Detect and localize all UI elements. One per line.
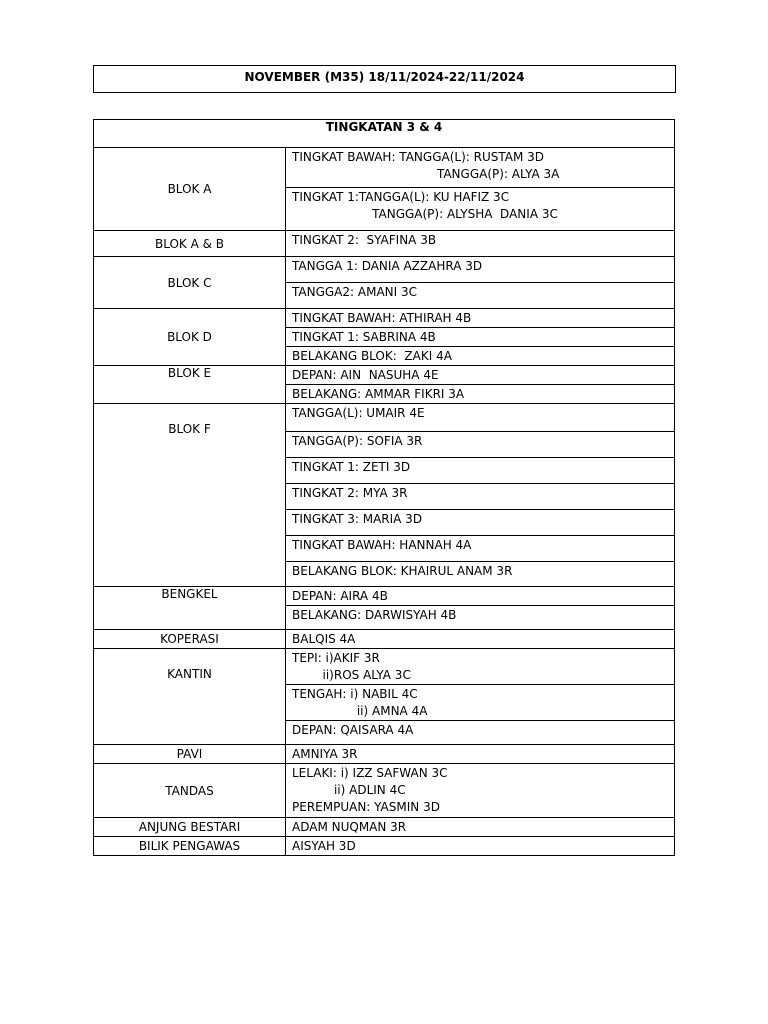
duty-cell bbox=[286, 366, 675, 385]
duty-line: TINGKAT 1: SABRINA 4B bbox=[292, 330, 436, 344]
duty-cell bbox=[286, 309, 675, 328]
duty-line: TINGKAT BAWAH: TANGGA(L): RUSTAM 3D bbox=[292, 150, 544, 164]
duty-roster-table bbox=[93, 119, 675, 856]
duty-cell bbox=[286, 510, 675, 536]
duty-cell bbox=[286, 385, 675, 404]
location-cell: BLOK A bbox=[94, 148, 286, 231]
duty-cell bbox=[286, 283, 675, 309]
page-title-box bbox=[93, 65, 676, 93]
duty-line: TINGKAT BAWAH: HANNAH 4A bbox=[292, 538, 472, 552]
duty-line: TENGAH: i) NABIL 4C bbox=[292, 687, 418, 701]
duty-line: TANGGA(P): ALYSHA DANIA 3C bbox=[292, 207, 558, 221]
duty-cell bbox=[286, 649, 675, 685]
duty-line: DEPAN: AIRA 4B bbox=[292, 589, 388, 603]
duty-cell bbox=[286, 484, 675, 510]
duty-line: ii) AMNA 4A bbox=[292, 704, 428, 718]
duty-cell bbox=[286, 328, 675, 347]
duty-cell bbox=[286, 231, 675, 257]
page-title: NOVEMBER (M35) 18/11/2024-22/11/2024 bbox=[244, 70, 525, 84]
duty-cell bbox=[286, 536, 675, 562]
duty-line: TINGKAT 3: MARIA 3D bbox=[292, 512, 423, 526]
location-cell: PAVI bbox=[94, 745, 286, 764]
duty-cell bbox=[286, 721, 675, 745]
duty-cell bbox=[286, 764, 675, 818]
duty-line: AMNIYA 3R bbox=[292, 747, 358, 761]
duty-line: TANGGA(L): UMAIR 4E bbox=[292, 406, 425, 420]
duty-line: TANGGA(P): SOFIA 3R bbox=[292, 434, 423, 448]
location-cell: BLOK C bbox=[94, 257, 286, 309]
duty-line: TINGKAT 2: MYA 3R bbox=[292, 486, 408, 500]
duty-cell bbox=[286, 745, 675, 764]
duty-cell bbox=[286, 818, 675, 837]
duty-cell bbox=[286, 148, 675, 188]
duty-line: LELAKI: i) IZZ SAFWAN 3C bbox=[292, 766, 448, 780]
duty-line: TANGGA2: AMANI 3C bbox=[292, 285, 417, 299]
duty-line: TINGKAT 1: ZETI 3D bbox=[292, 460, 411, 474]
duty-line: TINGKAT BAWAH: ATHIRAH 4B bbox=[292, 311, 472, 325]
duty-cell bbox=[286, 458, 675, 484]
duty-line: BELAKANG: AMMAR FIKRI 3A bbox=[292, 387, 465, 401]
duty-cell bbox=[286, 188, 675, 231]
location-cell: BLOK A & B bbox=[94, 231, 286, 257]
duty-line: DEPAN: QAISARA 4A bbox=[292, 723, 414, 737]
location-cell: KOPERASI bbox=[94, 630, 286, 649]
duty-line: BELAKANG BLOK: KHAIRUL ANAM 3R bbox=[292, 564, 513, 578]
duty-line: TINGKAT 2: SYAFINA 3B bbox=[292, 233, 437, 247]
duty-line: TANGGA(P): ALYA 3A bbox=[292, 167, 560, 181]
duty-line: TEPI: i)AKIF 3R bbox=[292, 651, 380, 665]
duty-line: ii)ROS ALYA 3C bbox=[292, 668, 411, 682]
location-cell: BLOK F bbox=[94, 404, 286, 587]
duty-line: ii) ADLIN 4C bbox=[292, 783, 406, 797]
duty-cell bbox=[286, 685, 675, 721]
duty-line: PEREMPUAN: YASMIN 3D bbox=[292, 800, 440, 814]
location-cell: KANTIN bbox=[94, 649, 286, 745]
duty-line: BALQIS 4A bbox=[292, 632, 356, 646]
duty-cell bbox=[286, 630, 675, 649]
duty-cell bbox=[286, 587, 675, 606]
duty-cell bbox=[286, 606, 675, 630]
location-cell: BLOK E bbox=[94, 366, 286, 404]
duty-line: ADAM NUQMAN 3R bbox=[292, 820, 407, 834]
duty-cell bbox=[286, 257, 675, 283]
location-cell: BLOK D bbox=[94, 309, 286, 366]
table-heading: TINGKATAN 3 & 4 bbox=[94, 120, 675, 148]
location-cell: BENGKEL bbox=[94, 587, 286, 630]
duty-line: BELAKANG: DARWISYAH 4B bbox=[292, 608, 457, 622]
duty-cell bbox=[286, 347, 675, 366]
duty-cell bbox=[286, 432, 675, 458]
location-cell: ANJUNG BESTARI bbox=[94, 818, 286, 837]
duty-cell bbox=[286, 562, 675, 587]
duty-line: AISYAH 3D bbox=[292, 839, 356, 853]
duty-cell bbox=[286, 837, 675, 856]
location-cell: TANDAS bbox=[94, 764, 286, 818]
duty-line: DEPAN: AIN NASUHA 4E bbox=[292, 368, 439, 382]
location-cell: BILIK PENGAWAS bbox=[94, 837, 286, 856]
duty-cell bbox=[286, 404, 675, 432]
duty-line: TINGKAT 1:TANGGA(L): KU HAFIZ 3C bbox=[292, 190, 510, 204]
duty-line: TANGGA 1: DANIA AZZAHRA 3D bbox=[292, 259, 483, 273]
duty-line: BELAKANG BLOK: ZAKI 4A bbox=[292, 349, 452, 363]
